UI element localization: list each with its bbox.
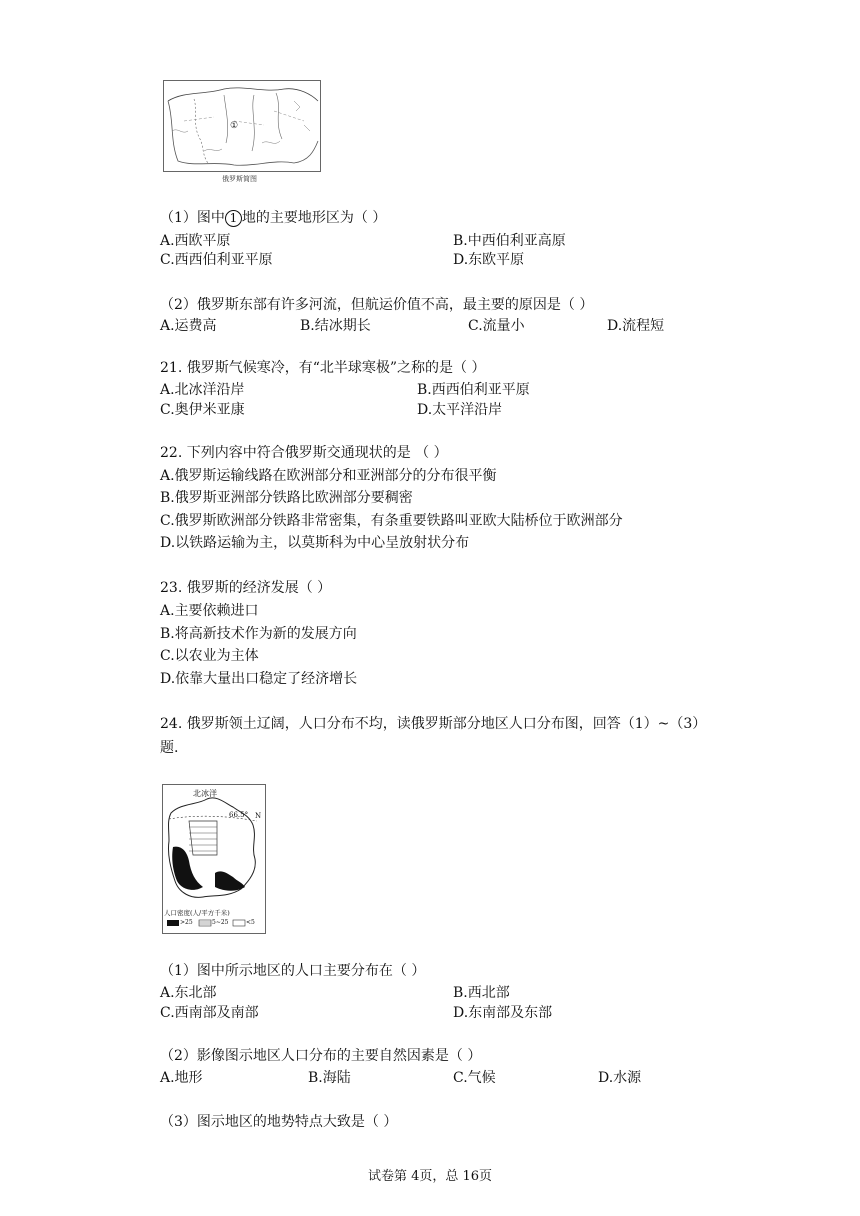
- map1-caption: 俄罗斯简图: [222, 175, 257, 183]
- population-map-figure: [162, 784, 266, 934]
- q24-2-option-b: B.海陆: [308, 1070, 351, 1086]
- legend-item-low: <5: [246, 919, 255, 926]
- north-label: N: [255, 812, 262, 820]
- legend-item-mid: 5~25: [212, 919, 229, 926]
- q21-option-b: B.西西伯利亚平原: [417, 382, 530, 398]
- q24-2-option-c: C.气候: [453, 1070, 496, 1086]
- q23-option-b: B.将高新技术作为新的发展方向: [160, 626, 357, 642]
- q22-option-a: A.俄罗斯运输线路在欧洲部分和亚洲部分的分布很平衡: [160, 468, 497, 484]
- q23-option-a: A.主要依赖进口: [160, 603, 259, 619]
- q21-stem: 21. 俄罗斯气候寒冷，有“北半球寒极”之称的是（ ）: [160, 360, 486, 376]
- q24-1-option-d: D.东南部及东部: [453, 1005, 553, 1021]
- q22-stem: 22. 下列内容中符合俄罗斯交通现状的是 （ ）: [160, 445, 448, 461]
- q20-2-option-a: A.运费高: [160, 318, 217, 334]
- q24-stem-line1: 24. 俄罗斯领土辽阔，人口分布不均，读俄罗斯部分地区人口分布图，回答（1）~（3）: [160, 716, 707, 732]
- q24-2-option-d: D.水源: [598, 1070, 642, 1086]
- q24-stem-line2: 题.: [160, 740, 179, 756]
- q20-1-option-a: A.西欧平原: [160, 233, 231, 249]
- q20-2-stem: （2）俄罗斯东部有许多河流，但航运价值不高，最主要的原因是（ ）: [160, 297, 594, 313]
- q23-option-d: D.依靠大量出口稳定了经济增长: [160, 671, 358, 687]
- russia-map-drawing: [164, 81, 320, 171]
- q20-2-option-d: D.流程短: [607, 318, 665, 334]
- q21-option-d: D.太平洋沿岸: [417, 402, 503, 418]
- q21-option-c: C.奥伊米亚康: [160, 402, 245, 418]
- q23-option-c: C.以农业为主体: [160, 648, 259, 664]
- q22-option-b: B.俄罗斯亚洲部分铁路比欧洲部分要稠密: [160, 490, 413, 506]
- q22-option-c: C.俄罗斯欧洲部分铁路非常密集，有条重要铁路叫亚欧大陆桥位于欧洲部分: [160, 513, 623, 529]
- q24-1-option-a: A.东北部: [160, 985, 217, 1001]
- q20-1-option-b: B.中西伯利亚高原: [453, 233, 566, 249]
- q20-1-option-c: C.西西伯利亚平原: [160, 252, 273, 268]
- latitude-label: 66.5°: [229, 811, 249, 819]
- page-footer: 试卷第 4页，总 16页: [367, 1169, 493, 1184]
- map1-region-label: ①: [230, 121, 239, 131]
- q23-stem: 23. 俄罗斯的经济发展（ ）: [160, 580, 332, 596]
- q24-2-stem: （2）影像图示地区人口分布的主要自然因素是（ ）: [160, 1048, 482, 1064]
- q20-1-option-d: D.东欧平原: [453, 252, 525, 268]
- q20-1-stem: （1）图中 1 地的主要地形区为（ ）: [160, 210, 387, 226]
- q20-2-option-c: C.流量小: [468, 318, 525, 334]
- circle-number: 1: [225, 210, 242, 227]
- q24-3-stem: （3）图示地区的地势特点大致是（ ）: [160, 1114, 398, 1130]
- q24-1-option-c: C.西南部及南部: [160, 1005, 259, 1021]
- q21-option-a: A.北冰洋沿岸: [160, 382, 245, 398]
- legend-title: 人口密度(人/平方千米): [164, 909, 230, 917]
- q24-1-stem: （1）图中所示地区的人口主要分布在（ ）: [160, 963, 426, 979]
- q24-1-option-b: B.西北部: [453, 985, 510, 1001]
- q22-option-d: D.以铁路运输为主，以莫斯科为中心呈放射状分布: [160, 535, 470, 551]
- legend-item-high: >25: [180, 919, 193, 926]
- ocean-label: 北冰洋: [193, 789, 217, 798]
- q24-2-option-a: A.地形: [160, 1070, 203, 1086]
- russia-map-figure: [163, 80, 321, 172]
- q20-2-option-b: B.结冰期长: [300, 318, 371, 334]
